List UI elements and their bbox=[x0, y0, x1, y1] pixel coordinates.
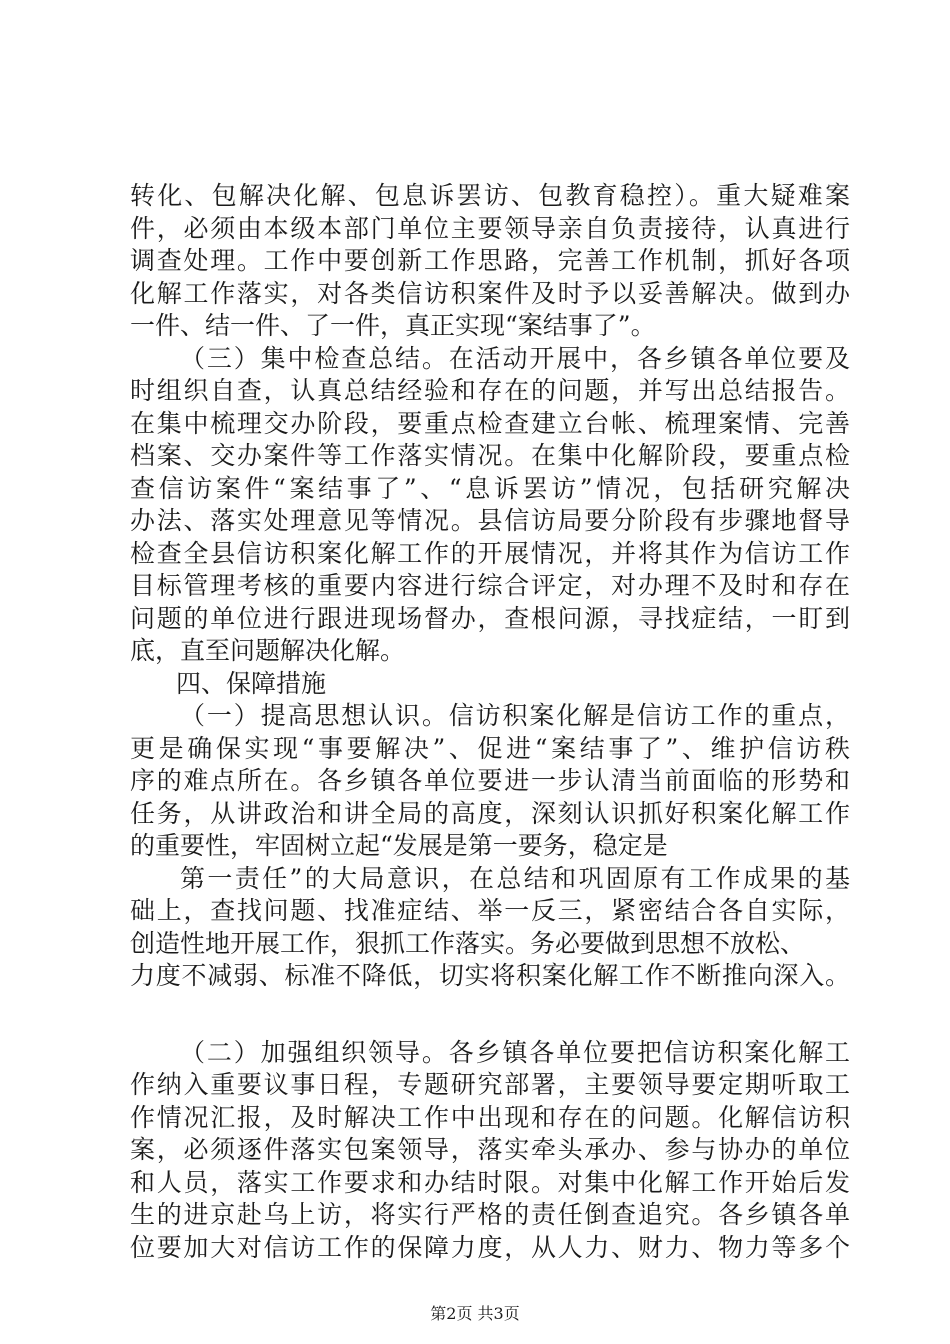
text-line: 序的难点所在。各乡镇各单位要进一步认清当前面临的形势和 bbox=[130, 766, 850, 795]
text-line: 时组织自查，认真总结经验和存在的问题，并写出总结报告。 bbox=[130, 376, 850, 405]
section-heading-line: （三）集中检查总结。在活动开展中，各乡镇各单位要及 bbox=[180, 343, 850, 373]
text-line: 底，直至问题解决化解。 bbox=[130, 636, 406, 665]
section-heading: 四、保障措施 bbox=[176, 668, 327, 698]
text-line: 位要加大对信访工作的保障力度，从人力、财力、物力等多个 bbox=[130, 1232, 850, 1262]
text-line: 第一责任”的大局意识，在总结和巩固原有工作成果的基 bbox=[180, 863, 850, 893]
text-line: 任务，从讲政治和讲全局的高度，深刻认识抓好积案化解工作 bbox=[130, 798, 850, 828]
text-line: 的重要性，牢固树立起“发展是第一要务，稳定是 bbox=[130, 831, 668, 860]
document-body bbox=[130, 180, 850, 1264]
text-line: 在集中梳理交办阶段，要重点检查建立台帐、梳理案情、完善 bbox=[130, 408, 850, 438]
text-line: 作纳入重要议事日程，专题研究部署，主要领导要定期听取工 bbox=[130, 1070, 850, 1099]
section-heading-line: （一）提高思想认识。信访积案化解是信访工作的重点， bbox=[180, 701, 850, 730]
text-line: 检查全县信访积案化解工作的开展情况，并将其作为信访工作 bbox=[130, 538, 850, 568]
text-line: 转化、包解决化解、包息诉罢访、包教育稳控）。重大疑难案 bbox=[130, 181, 850, 210]
text-line: 生的进京赴乌上访，将实行严格的责任倒查追究。各乡镇各单 bbox=[130, 1200, 850, 1229]
text-line: 办法、落实处理意见等情况。县信访局要分阶段有步骤地督导 bbox=[130, 506, 850, 535]
text-line: 础上，查找问题、找准症结、举一反三，紧密结合各自实际， bbox=[130, 896, 850, 925]
section-heading-line: （二）加强组织领导。各乡镇各单位要把信访积案化解工 bbox=[180, 1037, 850, 1067]
text-line: 调查处理。工作中要创新工作思路，完善工作机制，抓好各项 bbox=[130, 246, 850, 275]
page-number: 第2页 共3页 bbox=[430, 1304, 520, 1323]
text-line: 化解工作落实，对各类信访积案件及时予以妥善解决。做到办 bbox=[130, 278, 850, 308]
text-line: 和人员，落实工作要求和办结时限。对集中化解工作开始后发 bbox=[130, 1167, 850, 1197]
text-line: 更是确保实现“事要解决”、促进“案结事了”、维护信访秩 bbox=[130, 733, 850, 763]
text-line: 创造性地开展工作，狠抓工作落实。务必要做到思想不放松、 bbox=[130, 928, 806, 958]
paragraph-gap bbox=[130, 993, 850, 1037]
text-line: 件，必须由本级本部门单位主要领导亲自负责接待，认真进行 bbox=[130, 213, 850, 243]
text-line: 案，必须逐件落实包案领导，落实牵头承办、参与协办的单位 bbox=[130, 1135, 850, 1164]
text-line: 问题的单位进行跟进现场督办，查根问源，寻找症结，一盯到 bbox=[130, 603, 850, 633]
text-line: 作情况汇报，及时解决工作中出现和存在的问题。化解信访积 bbox=[130, 1102, 850, 1132]
text-line: 一件、结一件、了一件，真正实现“案结事了”。 bbox=[130, 311, 656, 340]
text-line: 目标管理考核的重要内容进行综合评定，对办理不及时和存在 bbox=[130, 571, 850, 600]
text-line: 档案、交办案件等工作落实情况。在集中化解阶段，要重点检 bbox=[130, 441, 850, 470]
text-line: 力度不减弱、标准不降低，切实将积案化解工作不断推向深入。 bbox=[130, 961, 850, 990]
text-line: 查信访案件“案结事了”、“息诉罢访”情况，包括研究解决 bbox=[130, 473, 850, 503]
